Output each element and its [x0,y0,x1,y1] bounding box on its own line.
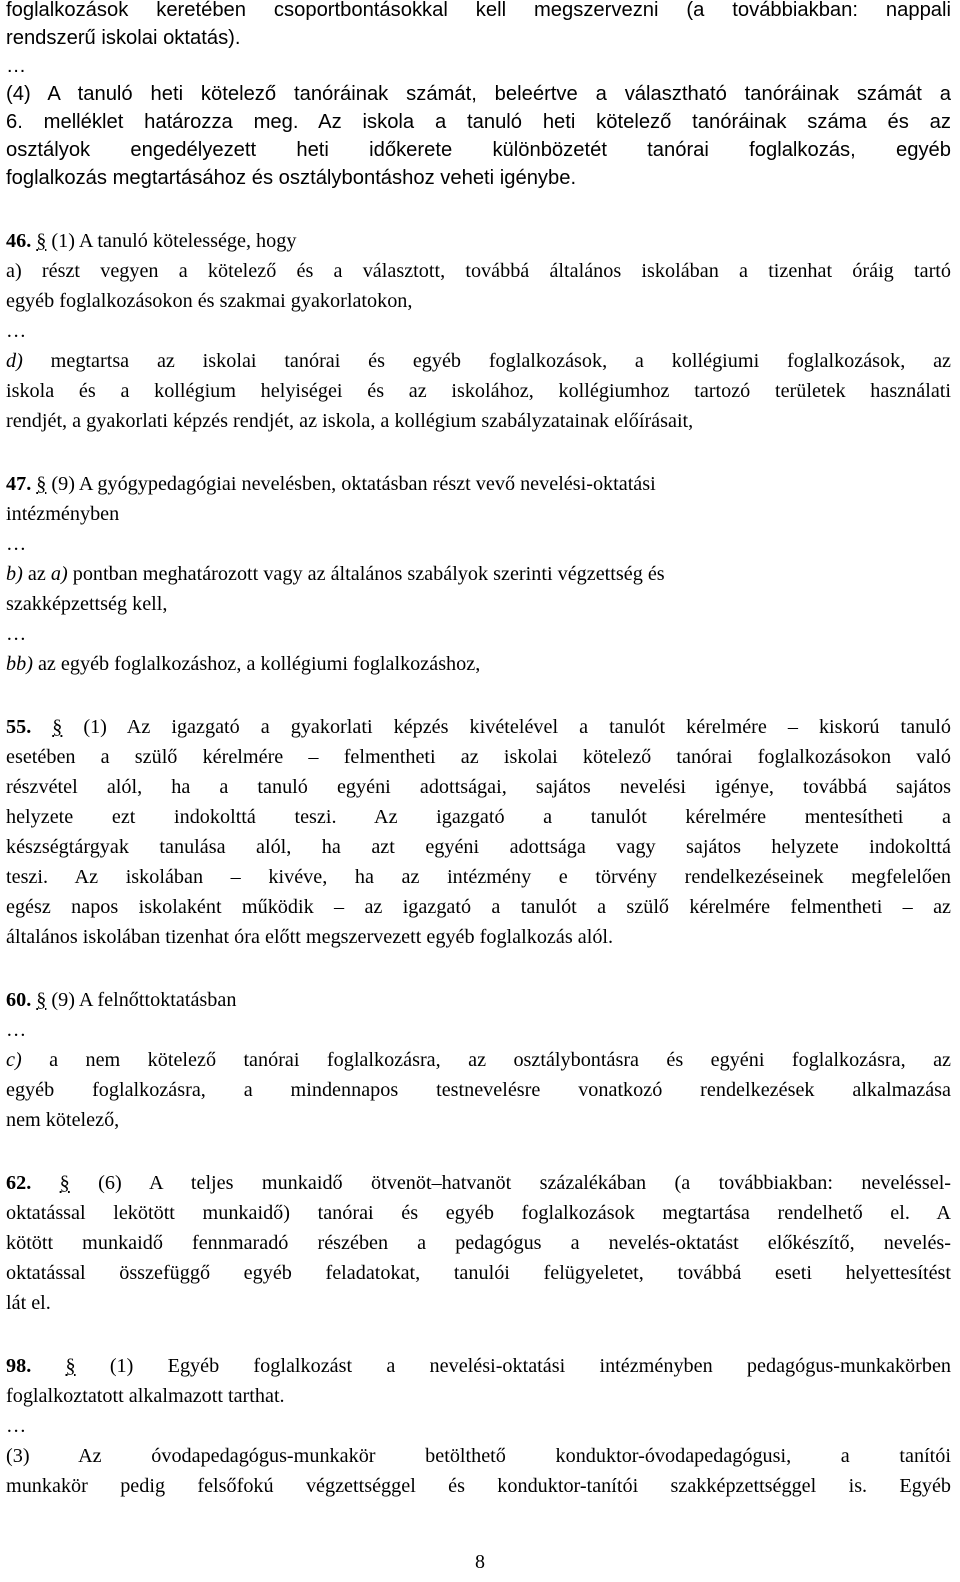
text-line: rendszerű iskolai oktatás). [6,27,241,49]
text-fragment: megtartsa az iskolai tanórai és egyéb foglalkozások, a kollégiumi foglalkozások, az [50,350,952,372]
section-number: 60. [6,989,32,1011]
section-heading-46 [6,227,951,255]
ellipsis: … [6,1415,27,1437]
text-line [6,347,951,375]
paragraph-text: (1) A tanuló kötelessége, hogy [51,230,297,252]
text-line: rendjét, a gyakorlati képzés rendjét, az iskola, a kollégium szabályzatainak előírásait, [6,410,694,432]
page-number: 8 [475,1551,485,1573]
text-line: egész napos iskolaként működik – az igazgató a tanulót a szülő kérelmére felmentheti – az [6,896,951,918]
paragraph-text: (9) A gyógypedagógiai nevelésben, oktatásban részt vevő nevelési-oktatási [51,473,656,495]
section-number: 55. [6,716,32,738]
ellipsis: … [6,320,27,342]
text-fragment: a nem kötelező tanórai foglalkozásra, az osztálybontásra és egyéni foglalkozásra, az [49,1049,952,1071]
paragraph-text: (9) A felnőttoktatásban [51,989,237,1011]
section-heading-47 [6,470,951,498]
text-line: kötött munkaidő fennmaradó részében a pedagógus a nevelés-oktatást előkészítő, nevelés- [6,1232,951,1254]
text-line: iskola és a kollégium helyiségei és az iskolához, kollégiumhoz tartozó területek használati [6,380,951,402]
section-heading-62 [6,1169,951,1197]
section-sign: § [36,989,47,1011]
text-line: esetében a szülő kérelmére – felmentheti az iskolai kötelező tanórai foglalkozásokon való [6,746,951,768]
text-fragment: az [27,563,46,585]
point-marker: d) [6,350,23,372]
section-heading-60 [6,986,951,1014]
ellipsis: … [6,55,27,77]
text-line: nem kötelező, [6,1109,120,1131]
ellipsis: … [6,623,27,645]
section-sign: § [36,473,47,495]
paragraph-text: (1) Egyéb foglalkozást a nevelési-oktatási intézményben pedagógus-munkakörben [109,1355,951,1377]
text-line: foglalkozás megtartásához és osztálybontáshoz veheti igénybe. [6,167,577,189]
section-number: 46. [6,230,32,252]
text-line [6,650,951,678]
text-line: foglalkoztatott alkalmazott tarthat. [6,1385,285,1407]
text-line: (3) Az óvodapedagógus-munkakör betölthető konduktor-óvodapedagógusi, a tanítói [6,1445,951,1467]
text-line: (4) A tanuló heti kötelező tanóráinak számát, beleértve a választható tanóráinak számát a [6,83,951,105]
text-fragment: pontban meghatározott vagy az általános szabályok szerinti végzettség és [72,563,665,585]
text-line: teszi. Az iskolában – kivéve, ha az intézmény e törvény rendelkezéseinek megfelelően [6,866,951,888]
point-marker: bb) [6,653,33,675]
text-line: oktatással lekötött munkaidő) tanórai és egyéb foglalkozások megtartása rendelhető el. A [6,1202,951,1224]
text-line: helyzete ezt indokolttá teszi. Az igazgató a tanulót kérelmére mentesítheti a [6,806,951,828]
text-line: osztályok engedélyezett heti időkerete különbözetét tanórai foglalkozás, egyéb [6,139,951,161]
text-line: általános iskolában tizenhat óra előtt megszervezett egyéb foglalkozás alól. [6,926,614,948]
text-line: oktatással összefüggő egyéb feladatokat, tanulói felügyeletet, továbbá eseti helyettesítést [6,1262,951,1284]
text-line: részvétel alól, ha a tanuló egyéni adottságai, sajátos nevelési igénye, továbbá sajátos [6,776,951,798]
section-heading-98 [6,1352,951,1380]
text-line: 6. melléklet határozza meg. Az iskola a tanuló heti kötelező tanóráinak száma és az [6,111,951,133]
section-number: 47. [6,473,32,495]
text-line: készségtárgyak tanulása alól, ha azt egyéni adottsága vagy sajátos helyzete indokolttá [6,836,951,858]
paragraph-text: (1) Az igazgató a gyakorlati képzés kivételével a tanulót kérelmére – kiskorú tanuló [83,716,951,738]
text-line: egyéb foglalkozásra, a mindennapos testnevelésre vonatkozó rendelkezések alkalmazása [6,1079,951,1101]
section-sign: § [59,1172,70,1194]
section-heading-55 [6,713,951,741]
text-line: munkakör pedig felsőfokú végzettséggel és konduktor-tanítói szakképzettséggel is. Egyéb [6,1475,951,1497]
text-line: a) részt vegyen a kötelező és a választott, továbbá általános iskolában a tizenhat óráig tartó [6,260,951,282]
text-line [6,560,951,588]
point-marker: b) [6,563,23,585]
section-sign: § [65,1355,76,1377]
text-line: foglalkozások keretében csoportbontásokkal kell megszervezni (a továbbiakban: nappali [6,0,951,21]
text-line: intézményben [6,503,120,525]
text-fragment: az egyéb foglalkozáshoz, a kollégiumi foglalkozáshoz, [37,653,481,675]
section-number: 62. [6,1172,32,1194]
section-sign: § [36,230,47,252]
point-reference: a) [50,563,68,585]
text-line [6,1046,951,1074]
section-sign: § [52,716,63,738]
ellipsis: … [6,1019,27,1041]
point-marker: c) [6,1049,22,1071]
section-number: 98. [6,1355,32,1377]
paragraph-text: (6) A teljes munkaidő ötvenöt–hatvanöt százalékában (a továbbiakban: neveléssel- [98,1172,952,1194]
text-line: lát el. [6,1292,51,1314]
ellipsis: … [6,533,27,555]
text-line: szakképzettség kell, [6,593,168,615]
text-line: egyéb foglalkozásokon és szakmai gyakorlatokon, [6,290,413,312]
